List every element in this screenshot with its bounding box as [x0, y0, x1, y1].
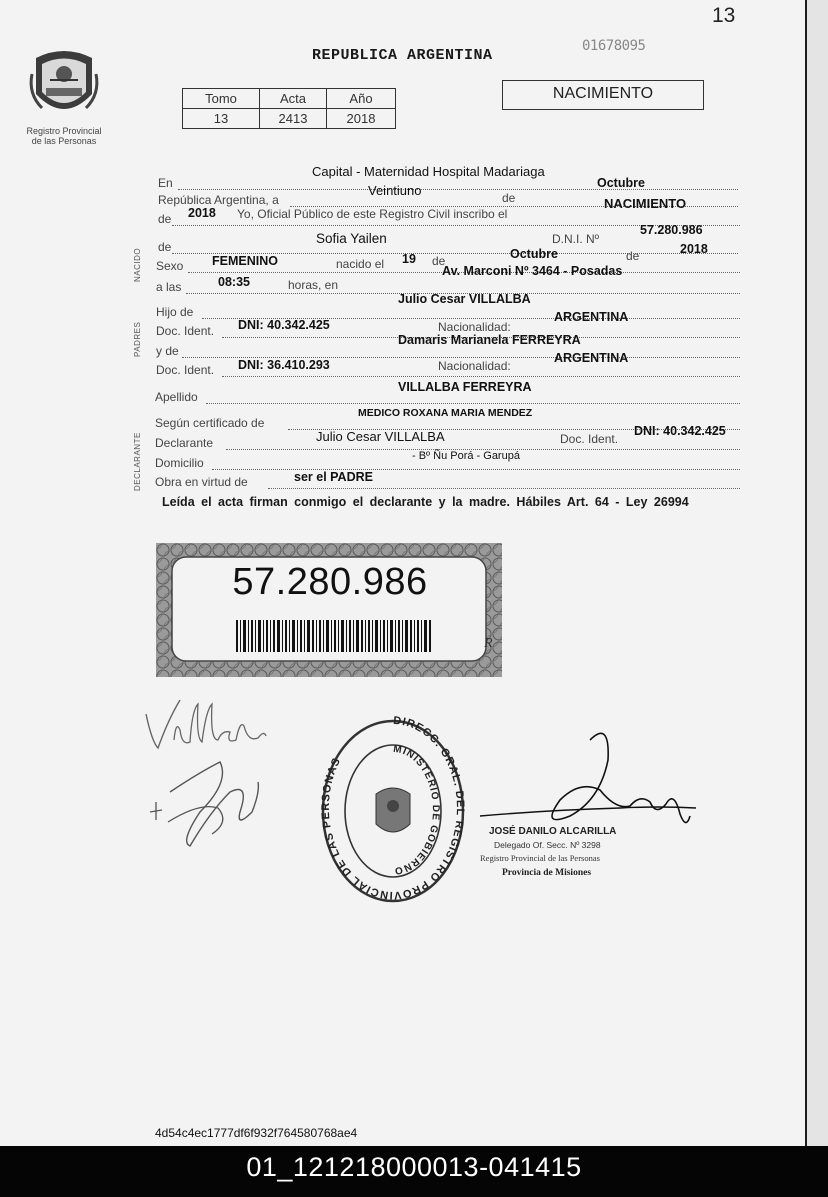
sexo-value: FEMENINO: [212, 254, 278, 268]
dotted-line: [268, 487, 740, 489]
document-hash: 4d54c4ec1777df6f932f764580768ae4: [155, 1126, 358, 1140]
month-value: Octubre: [597, 176, 645, 190]
label-apellido: Apellido: [155, 390, 198, 404]
label-en: En: [158, 176, 173, 190]
label-de2: de: [158, 212, 172, 226]
label-doc-mother: Doc. Ident.: [156, 363, 215, 377]
logo-caption-line2: de las Personas: [31, 136, 97, 146]
father-value: Julio Cesar VILLALBA: [398, 292, 531, 306]
label-nacido: nacido el: [336, 257, 385, 271]
year-value: 2018: [188, 206, 216, 220]
mother-value: Damaris Marianela FERREYRA: [398, 333, 581, 347]
label-alas: a las: [156, 280, 182, 294]
father-doc-value: DNI: 40.342.425: [238, 318, 330, 332]
document-title: REPUBLICA ARGENTINA: [312, 47, 493, 64]
label-horas: horas, en: [288, 278, 339, 292]
registry-header-anio: Año: [327, 89, 396, 109]
footer-code: 01_121218000013-041415: [0, 1146, 828, 1197]
label-declarante: Declarante: [155, 436, 214, 450]
dotted-line: [212, 468, 740, 470]
svg-text:R: R: [484, 636, 493, 651]
official-role: Delegado Of. Secc. Nº 3298: [494, 840, 601, 850]
label-dni: D.N.I. Nº: [552, 232, 600, 246]
domicilio-value: - Bº Ñu Porá - Garupá: [412, 450, 520, 462]
label-segun: Según certificado de: [155, 416, 265, 430]
registry-value-tomo: 13: [183, 109, 260, 129]
label-republica: República Argentina, a: [158, 193, 279, 207]
registry-header-acta: Acta: [260, 89, 327, 109]
declarante-doc-value: DNI: 40.342.425: [634, 424, 726, 438]
side-label-padres: PADRES: [133, 321, 142, 357]
name-value: Sofia Yailen: [316, 231, 387, 246]
mother-doc-value: DNI: 36.410.293: [238, 358, 330, 372]
label-domicilio: Domicilio: [155, 456, 204, 470]
registry-header-tomo: Tomo: [183, 89, 260, 109]
logo-caption: [14, 126, 114, 146]
dotted-line: [222, 375, 740, 377]
certificado-value: MEDICO ROXANA MARIA MENDEZ: [358, 407, 533, 419]
label-doc-declarante: Doc. Ident.: [560, 432, 619, 446]
day-words-value: Veintiuno: [368, 183, 422, 198]
birth-day-value: 19: [402, 252, 416, 266]
registry-header-row: [183, 89, 396, 109]
record-type-box: NACIMIENTO: [502, 80, 704, 110]
logo-caption-line1: Registro Provincial: [26, 126, 102, 136]
side-label-declarante: DECLARANTE: [133, 432, 142, 491]
label-obra: Obra en virtud de: [155, 475, 248, 489]
dotted-line: [206, 402, 740, 404]
birth-address-value: Av. Marconi Nº 3464 - Posadas: [442, 264, 623, 278]
closing-text: Leída el acta firman conmigo el declarante y la madre. Hábiles Art. 64 - Ley 26994: [162, 495, 689, 509]
official-org: Registro Provincial de las Personas: [480, 853, 600, 863]
coat-of-arms-logo: [24, 44, 104, 129]
registry-value-anio: 2018: [327, 109, 396, 129]
barcode: [236, 620, 432, 657]
dni-big-number: 57.280.986: [232, 561, 428, 603]
page-number: 13: [712, 4, 736, 27]
seal-inner-text: MINISTERIO DE GOBIERNO: [392, 743, 441, 877]
label-de: de: [502, 191, 516, 205]
label-de4: de: [432, 254, 446, 268]
serial-number: 01678095: [582, 38, 646, 54]
label-doc-father: Doc. Ident.: [156, 324, 215, 338]
signature-mother: [140, 752, 270, 857]
declarante-value: Julio Cesar VILLALBA: [316, 429, 445, 444]
label-nac-mother: Nacionalidad:: [438, 359, 511, 373]
registry-table: [182, 88, 396, 129]
page-edge: [805, 0, 828, 1146]
label-yde: y de: [156, 344, 179, 358]
label-nac-father: Nacionalidad:: [438, 320, 511, 334]
label-de5: de: [626, 249, 640, 263]
label-hijo: Hijo de: [156, 305, 194, 319]
seal-outer-text: DIRECC. GRAL. DEL REGISTRO PROVINCIAL DE LAS PERSONAS: [319, 716, 467, 902]
birth-month-value: Octubre: [510, 247, 558, 261]
apellido-value: VILLALBA FERREYRA: [398, 380, 532, 394]
official-province: Provincia de Misiones: [502, 868, 592, 878]
official-name: JOSÉ DANILO ALCARILLA: [489, 826, 617, 837]
birth-year-value: 2018: [680, 242, 708, 256]
obra-value: ser el PADRE: [294, 470, 373, 484]
registry-value-row: [183, 109, 396, 129]
dni-value: 57.280.986: [640, 223, 703, 237]
official-seal: [318, 716, 468, 911]
inscribo-value: NACIMIENTO: [604, 196, 687, 211]
mother-nat-value: ARGENTINA: [554, 351, 629, 365]
label-sexo: Sexo: [156, 259, 184, 273]
side-label-nacido: NACIDO: [133, 247, 142, 282]
oficial-text: Yo, Oficial Público de este Registro Civil inscribo el: [237, 207, 508, 221]
label-de3: de: [158, 240, 172, 254]
registry-value-acta: 2413: [260, 109, 327, 129]
father-nat-value: ARGENTINA: [554, 310, 629, 324]
dotted-line: [178, 188, 738, 190]
time-value: 08:35: [218, 275, 250, 289]
place-value: Capital - Maternidad Hospital Madariaga: [312, 164, 545, 179]
